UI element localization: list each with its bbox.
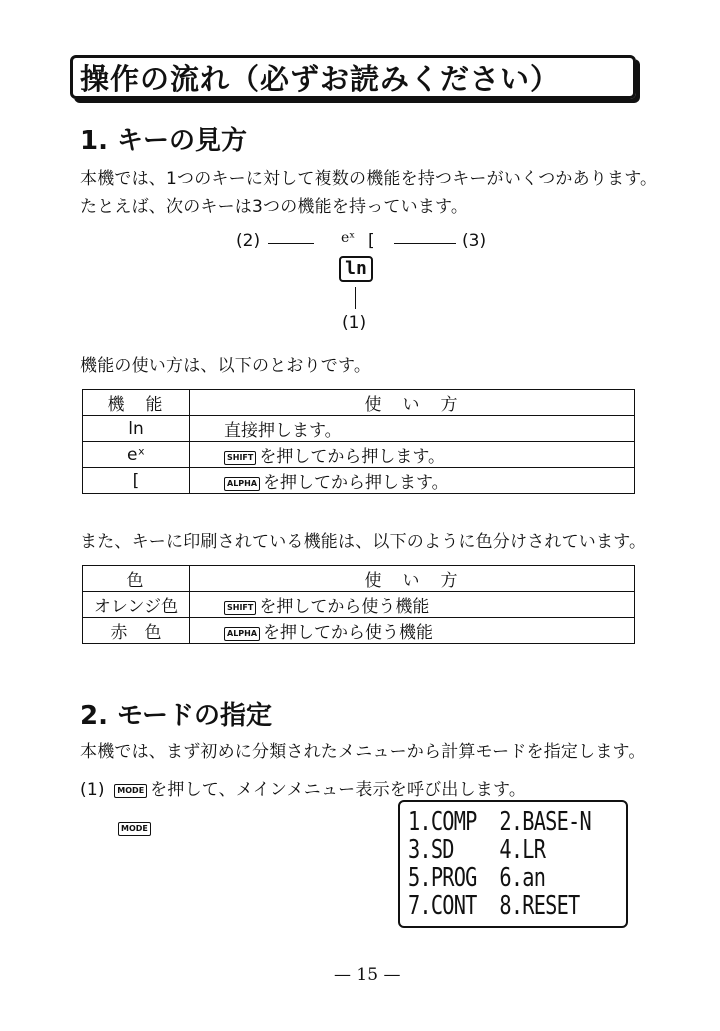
diagram-line-right	[394, 243, 456, 244]
diagram-line-left	[268, 243, 314, 244]
diagram-shift-func: eˣ	[341, 230, 356, 246]
header-color: 色	[83, 566, 190, 592]
table-header-row	[83, 390, 635, 416]
color-table	[82, 565, 635, 644]
alpha-key-icon: ALPHA	[224, 477, 260, 491]
table-row	[83, 618, 635, 644]
diagram-label-2: (2)	[236, 231, 261, 251]
header-function: 機 能	[83, 390, 190, 416]
table-header-row	[83, 566, 635, 592]
diagram-alpha-func: [	[368, 231, 375, 251]
section2-para1: 本機では、まず初めに分類されたメニューから計算モードを指定します。	[80, 742, 646, 762]
ln-key: ln	[339, 256, 373, 282]
section2-heading: 2. モードの指定	[80, 701, 272, 731]
shift-key-icon: SHIFT	[224, 601, 256, 615]
header-usage: 使 い 方	[190, 566, 635, 592]
usage-cell	[190, 442, 635, 468]
table-row	[83, 416, 635, 442]
lcd-line-3: 5.PROG 6.an	[408, 863, 546, 893]
lcd-line-2: 3.SD 4.LR	[408, 835, 546, 865]
usage-text: を押してから押します。	[259, 447, 445, 467]
section1-heading: 1. キーの見方	[80, 126, 248, 156]
func-cell: eˣ	[83, 442, 190, 468]
step1-number: (1)	[80, 780, 105, 800]
table-row	[83, 442, 635, 468]
page-number: — 15 —	[334, 965, 401, 985]
section1-para1: 本機では、1つのキーに対して複数の機能を持つキーがいくつかあります。	[80, 169, 658, 189]
color-cell: オレンジ色	[83, 592, 190, 618]
function-table	[82, 389, 635, 494]
section1-para4: また、キーに印刷されている機能は、以下のように色分けされています。	[80, 532, 647, 552]
section1-para2: たとえば、次のキーは3つの機能を持っています。	[80, 197, 469, 217]
usage-text: を押してから使う機能	[259, 597, 430, 617]
usage-cell: 直接押します。	[190, 416, 635, 442]
diagram-line-down	[355, 287, 356, 309]
key-sequence	[118, 818, 154, 837]
usage-text: を押してから押します。	[263, 473, 449, 493]
header-usage: 使 い 方	[190, 390, 635, 416]
table-row	[83, 592, 635, 618]
func-cell: ln	[83, 416, 190, 442]
table-row	[83, 468, 635, 494]
mode-key-icon: MODE	[114, 784, 147, 798]
usage-cell	[190, 592, 635, 618]
usage-text: を押してから使う機能	[263, 623, 434, 643]
step1-text	[80, 775, 526, 800]
page-title: 操作の流れ（必ずお読みください）	[80, 62, 561, 96]
func-cell: [	[83, 468, 190, 494]
mode-key-icon: MODE	[118, 822, 151, 836]
lcd-line-1: 1.COMP 2.BASE-N	[408, 807, 591, 837]
section1-para3: 機能の使い方は、以下のとおりです。	[80, 356, 372, 376]
lcd-line-4: 7.CONT 8.RESET	[408, 891, 580, 921]
diagram-label-3: (3)	[462, 231, 487, 251]
usage-cell	[190, 618, 635, 644]
step1-instruction: を押して、メインメニュー表示を呼び出します。	[150, 780, 527, 800]
lcd-display	[398, 800, 628, 928]
alpha-key-icon: ALPHA	[224, 627, 260, 641]
usage-cell	[190, 468, 635, 494]
shift-key-icon: SHIFT	[224, 451, 256, 465]
diagram-label-1: (1)	[342, 313, 367, 333]
color-cell: 赤 色	[83, 618, 190, 644]
